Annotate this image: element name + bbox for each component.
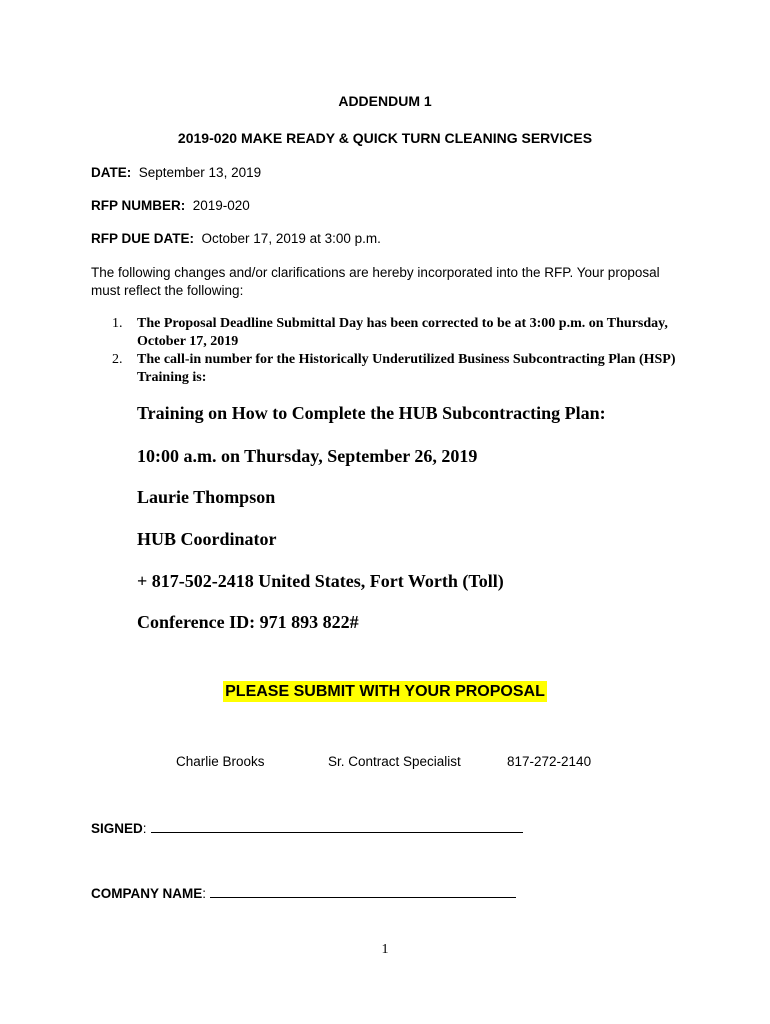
date-field: [91, 165, 261, 180]
list-item-text: The Proposal Deadline Submittal Day has been corrected to be at 3:00 p.m. on Thursday, October 17, 2019: [137, 316, 668, 349]
training-datetime: 10:00 a.m. on Thursday, September 26, 2019: [137, 446, 478, 466]
signed-field: [91, 820, 523, 836]
rfp-number-value: 2019-020: [192, 198, 250, 213]
training-phone: + 817-502-2418 United States, Fort Worth (Toll): [137, 571, 504, 591]
company-name-colon: :: [202, 886, 207, 901]
training-conference-id: Conference ID: 971 893 822#: [137, 612, 359, 632]
rfp-number-label: RFP NUMBER:: [91, 198, 186, 213]
training-contact-name: Laurie Thompson: [137, 487, 276, 507]
list-item: [112, 351, 692, 387]
list-item: [112, 315, 692, 351]
company-name-label: COMPANY NAME: [91, 886, 203, 901]
page-number: 1: [381, 942, 389, 957]
date-value: September 13, 2019: [138, 165, 262, 180]
rfp-due-date-field: [91, 231, 381, 246]
contact-name: Charlie Brooks: [176, 754, 265, 769]
contact-title: Sr. Contract Specialist: [328, 754, 461, 769]
changes-list: [112, 315, 692, 387]
signed-line[interactable]: [151, 820, 523, 833]
company-name-line[interactable]: [210, 885, 516, 898]
list-item-text: The call-in number for the Historically Underutilized Business Subcontracting Plan (HSP) Training is:: [137, 352, 676, 385]
project-title: 2019-020 MAKE READY & QUICK TURN CLEANING SERVICES: [177, 130, 593, 146]
list-item-number: 2.: [112, 352, 123, 367]
intro-paragraph: The following changes and/or clarifications are hereby incorporated into the RFP. Your proposal must reflect the following:: [91, 265, 660, 298]
signed-label: SIGNED: [91, 821, 143, 836]
rfp-number-field: [91, 198, 250, 213]
submit-notice-wrapper: [0, 681, 770, 702]
rfp-due-date-value: October 17, 2019 at 3:00 p.m.: [201, 231, 381, 246]
training-title: Training on How to Complete the HUB Subcontracting Plan:: [137, 403, 606, 423]
contact-phone: 817-272-2140: [507, 754, 592, 769]
submit-notice: PLEASE SUBMIT WITH YOUR PROPOSAL: [225, 683, 545, 700]
date-label: DATE:: [91, 165, 132, 180]
addendum-title: ADDENDUM 1: [338, 93, 432, 109]
training-contact-role: HUB Coordinator: [137, 529, 277, 549]
list-item-number: 1.: [112, 316, 123, 331]
signed-colon: :: [142, 821, 147, 836]
rfp-due-date-label: RFP DUE DATE:: [91, 231, 195, 246]
company-name-field: [91, 885, 516, 901]
